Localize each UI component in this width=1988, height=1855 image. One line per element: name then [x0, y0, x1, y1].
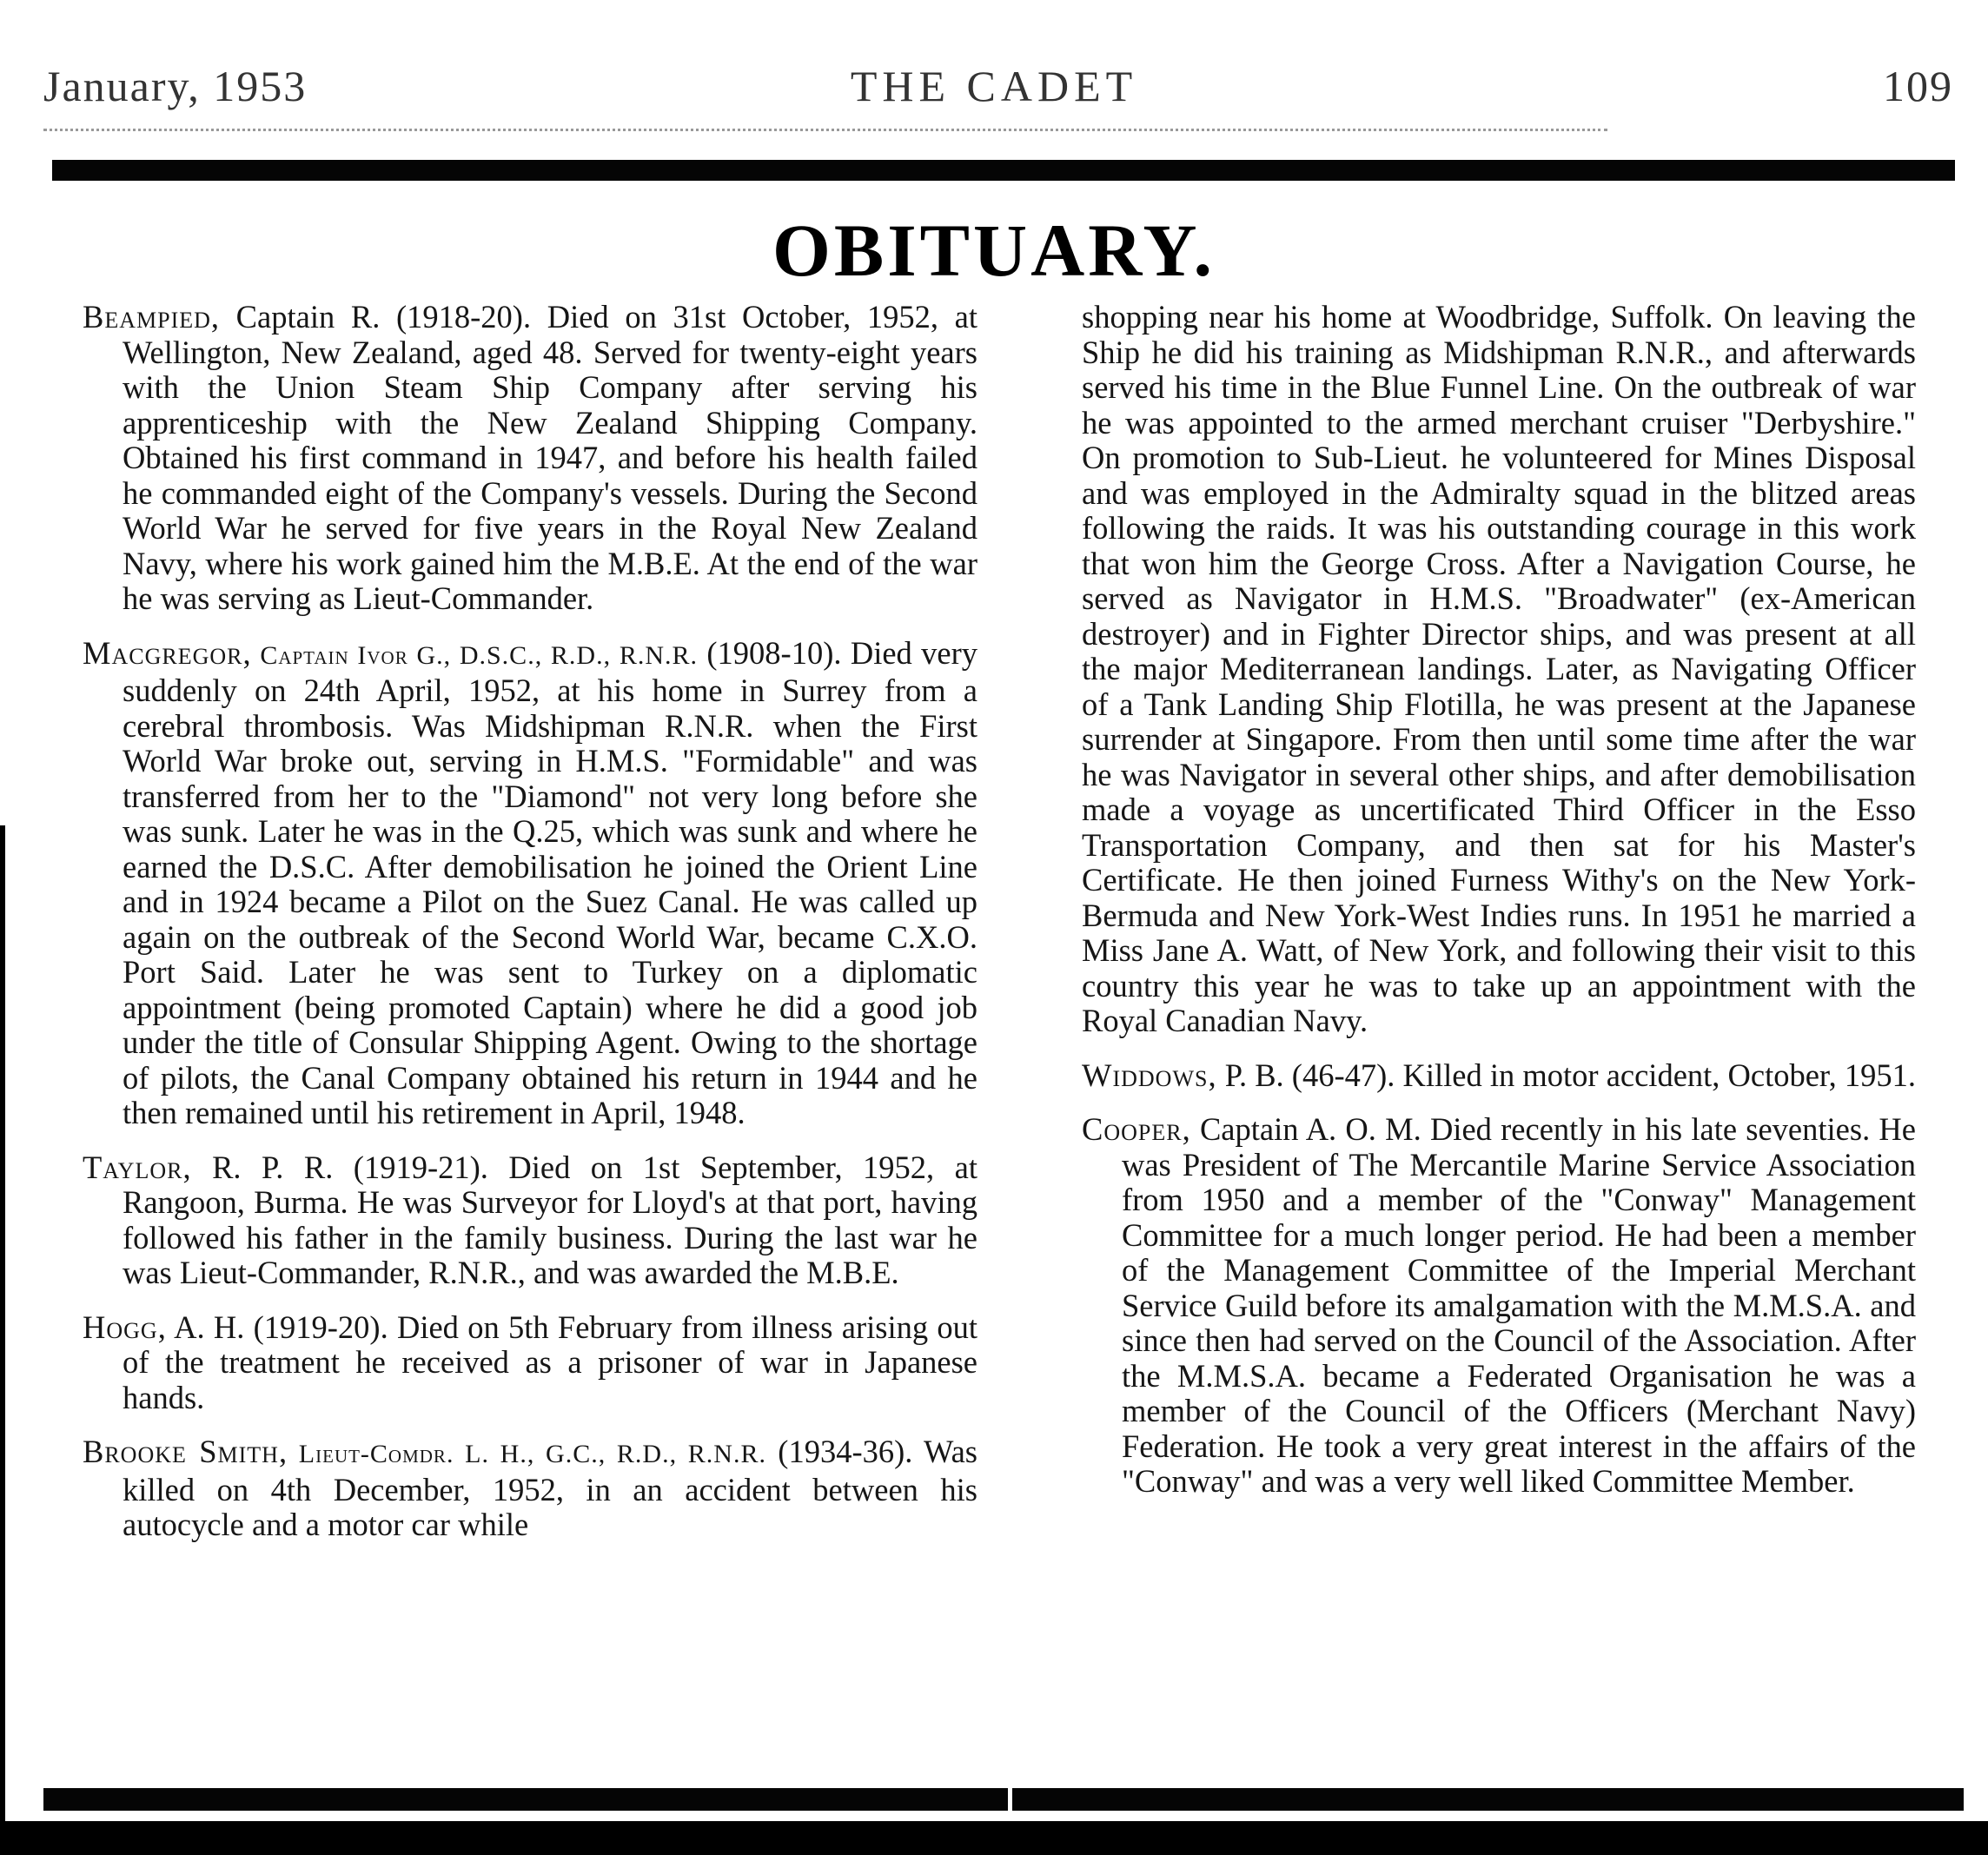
obituary-entry: [83, 300, 977, 617]
obituary-entry: [1082, 1058, 1916, 1094]
entry-honours: Lieut-Comdr. L. H., G.C., R.D., R.N.R.: [288, 1440, 766, 1468]
entry-text: (1908-10). Died very suddenly on 24th April, 1952, at his home in Surrey from a cerebral thrombosis. Was Midshipman R.N.R. when the First World War broke out, serving in H.M.S. "Formidable" and was transferred from her to the "Diamond" not very long before she was sunk. Later he was in the Q.25, which was sunk and where he earned the D.S.C. After demobilisation he joined the Orient Line and in 1924 became a Pilot on the Suez Canal. He was called up again on the outbreak of the Second World War, became C.X.O. Port Said. Later he was sent to Turkey on a diplomatic appointment (being promoted Captain) where he did a good job under the title of Consular Shipping Agent. Owing to the shortage of pilots, the Canal Company obtained his return in 1944 and he then remained until his retirement in April, 1948.: [123, 634, 977, 1130]
entry-continuation: shopping near his home at Woodbridge, Suffolk. On leaving the Ship he did his training as Midshipman R.N.R., and afterwards served his time in the Blue Funnel Line. On the outbreak of war he was appointed to the armed merchant cruiser "Derbyshire." On promotion to Sub-Lieut. he volunteered for Mines Disposal and was employed in the Admiralty squad in the blitzed areas following the raids. It was his outstanding courage in this work that won him the George Cross. After a Navigation Course, he served as Navigator in H.M.S. "Broadwater" (ex-American destroyer) and in Fighter Director ships, and was present at all the major Mediterranean landings. Later, as Navigating Officer of a Tank Landing Ship Flotilla, he was present at the Japanese surrender at Singapore. From then until some time after the war he was Navigator in several other ships, and after demobilisation made a voyage as uncertificated Third Officer in the Esso Transportation Company, and then sat for his Master's Certificate. He then joined Furness Withy's on the New York-Bermuda and New York-West Indies runs. In 1951 he married a Miss Jane A. Watt, of New York, and following their visit to this country this year he was to take up an appointment with the Royal Canadian Navy.: [1082, 299, 1916, 1038]
bottom-rule-right: [1012, 1788, 1964, 1811]
header-dotted-line: [43, 129, 1607, 131]
entry-text: Captain A. O. M. Died recently in his late seventies. He was President of The Mercantile Marine Service Association from 1950 and a member of the "Conway" Management Committee for a much longer period. He had been a member of the Management Committee of the Imperial Merchant Service Guild before its amalgamation with the M.M.S.A. and since then had served on the Council of the Association. After the M.M.S.A. became a Federated Organisation he was a member of the Council of the Officers (Merchant Navy) Federation. He took a very great interest in the affairs of the "Conway" and was a very well liked Committee Member.: [1122, 1111, 1916, 1499]
issue-date: January, 1953: [43, 62, 308, 110]
scan-bottom-edge: [0, 1821, 1988, 1855]
entry-text: (1934-36). Was killed on 4th December, 1952, in an accident between his autocycle and a motor car while: [123, 1434, 977, 1542]
entry-name: Taylor,: [83, 1149, 192, 1185]
scan-edge-bar: [0, 825, 5, 1825]
entry-name: Beampied,: [83, 299, 221, 335]
entry-honours: Captain Ivor G., D.S.C., R.D., R.N.R.: [251, 640, 699, 670]
entry-text: R. P. R. (1919-21). Died on 1st September, 1952, at Rangoon, Burma. He was Surveyor for Lloyd's at that port, having followed his father in the family business. During the last war he was Lieut-Commander, R.N.R., and was awarded the M.B.E.: [123, 1149, 977, 1290]
entry-name: Cooper,: [1082, 1111, 1191, 1147]
obituary-entry: [83, 1434, 977, 1543]
bottom-rule-left: [43, 1788, 1008, 1811]
obituary-entry: [83, 1150, 977, 1291]
entry-name: Widdows,: [1082, 1057, 1217, 1093]
top-rule: [52, 160, 1955, 181]
page-number: 109: [1883, 62, 1953, 110]
entry-name: Macgregor,: [83, 634, 252, 671]
entry-text: Captain R. (1918-20). Died on 31st October, 1952, at Wellington, New Zealand, aged 48. Served for twenty-eight years with the Union Steam Ship Company after serving his apprenticeship with the New Zealand Shipping Company. Obtained his first command in 1947, and before his health failed he commanded eight of the Company's vessels. During the Second World War he served for five years in the Royal New Zealand Navy, where his work gained him the M.B.E. At the end of the war he was serving as Lieut-Commander.: [123, 299, 977, 616]
entry-name: Hogg,: [83, 1308, 167, 1345]
obituary-entry: [1082, 1112, 1916, 1500]
page-title: OBITUARY.: [772, 209, 1216, 292]
left-column: [83, 300, 977, 1562]
right-column: [1082, 300, 1916, 1519]
page-header: [0, 61, 1988, 130]
publication-title: THE CADET: [850, 62, 1138, 110]
entry-text: P. B. (46-47). Killed in motor accident, October, 1951.: [1216, 1057, 1917, 1093]
obituary-entry: [83, 636, 977, 1131]
entry-text: A. H. (1919-20). Died on 5th February from illness arising out of the treatment he received as a prisoner of war in Japanese hands.: [123, 1308, 977, 1415]
entry-name: Brooke Smith,: [83, 1434, 288, 1469]
obituary-entry: [83, 1310, 977, 1416]
